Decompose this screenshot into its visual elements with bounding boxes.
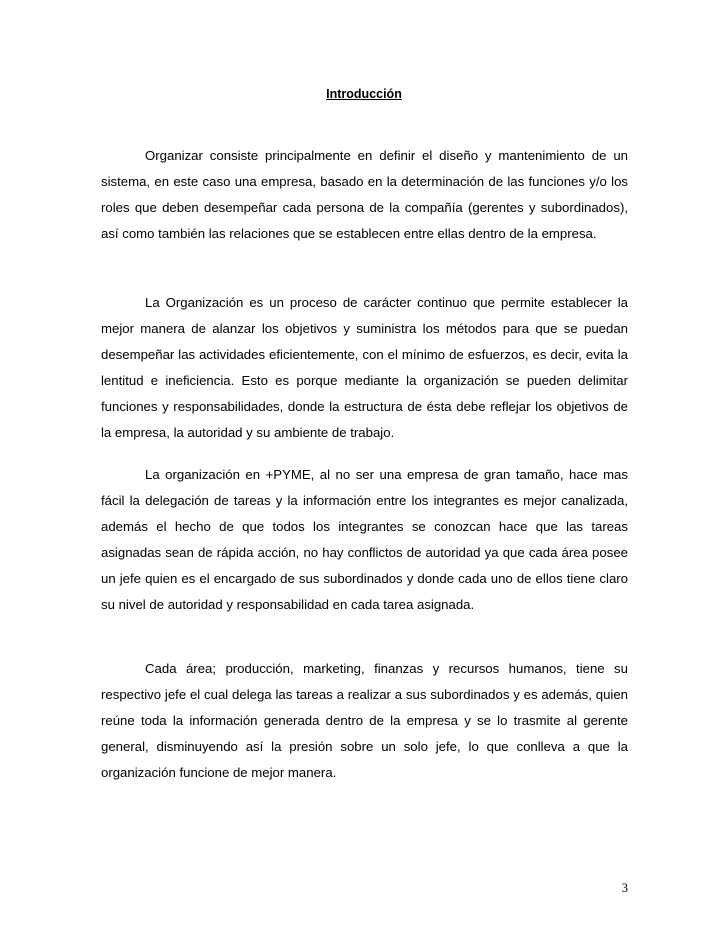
paragraph-3: La organización en +PYME, al no ser una empresa de gran tamaño, hace mas fácil la delegación de tareas y la información entre los integrantes es mejor canalizada, además el hecho de que todos los integrantes se conozcan hace que las tareas asignadas sean de rápida acción, no hay conflictos de autoridad ya que cada área posee un jefe quien es el encargado de sus subordinados y donde cada uno de ellos tiene claro su nivel de autoridad y responsabilidad en cada tarea asignada. [101, 467, 628, 612]
paragraph-1: Organizar consiste principalmente en definir el diseño y mantenimiento de un sistema, en este caso una empresa, basado en la determinación de las funciones y/o los roles que deben desempeñar cada persona de la compañía (gerentes y subordinados), así como también las relaciones que se establecen entre ellas dentro de la empresa. [101, 148, 628, 241]
paragraph-2: La Organización es un proceso de carácter continuo que permite establecer la mejor manera de alanzar los objetivos y suministra los métodos para que se puedan desempeñar las actividades eficientemente, con el mínimo de esfuerzos, es decir, evita la lentitud e ineficiencia. Esto es porque mediante la organización se pueden delimitar funciones y responsabilidades, donde la estructura de ésta debe reflejar los objetivos de la empresa, la autoridad y su ambiente de trabajo. [101, 295, 628, 440]
paragraph-4: Cada área; producción, marketing, finanzas y recursos humanos, tiene su respectivo jefe el cual delega las tareas a realizar a sus subordinados y es además, quien reúne toda la información generada dentro de la empresa y se lo trasmite al gerente general, disminuyendo así la presión sobre un solo jefe, lo que conlleva a que la organización funcione de mejor manera. [101, 661, 628, 780]
document-title: Introducción [326, 87, 402, 101]
page-number: 3 [621, 881, 628, 895]
